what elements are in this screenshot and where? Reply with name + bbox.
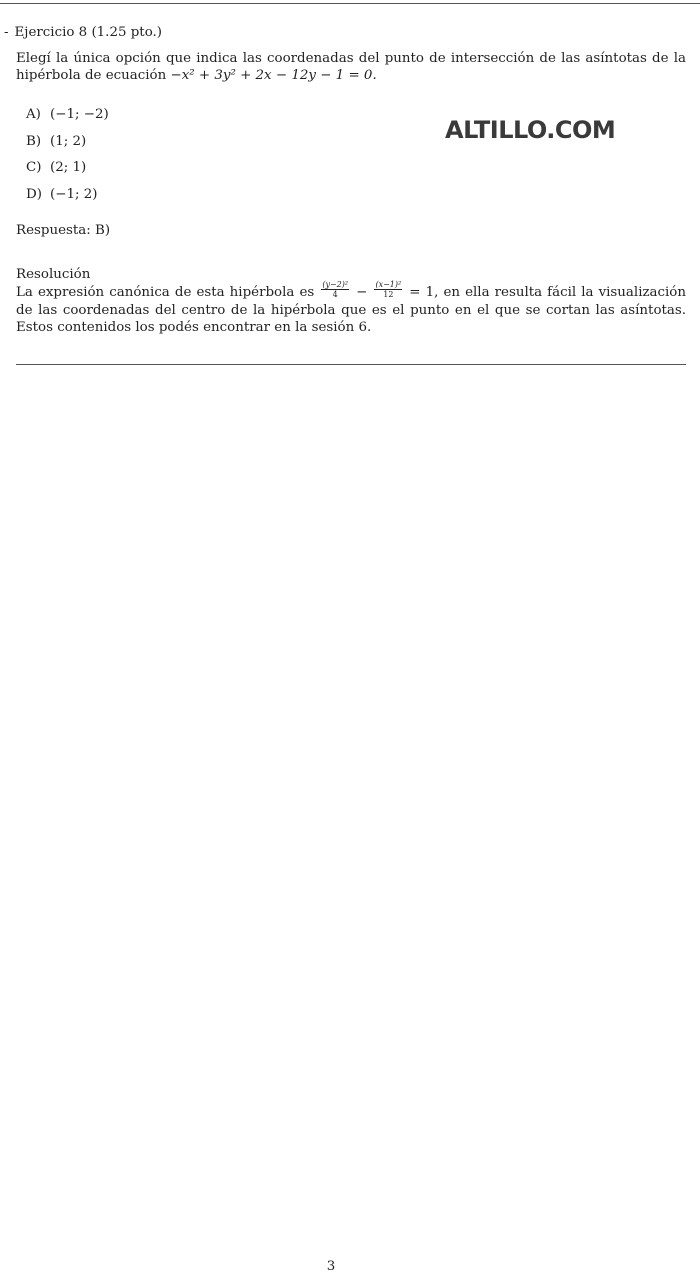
answer-line: Respuesta: B) — [16, 223, 111, 238]
page-number: 3 — [326, 1259, 336, 1274]
equals-one: = 1 — [404, 285, 435, 300]
option-c — [26, 159, 109, 186]
question-text: Elegí la única opción que indica las coordenadas del punto de intersección de las asíntotas de la hipérbola de ecuación — [16, 51, 686, 83]
resolution-text-before: La expresión canónica de esta hipérbola es — [16, 285, 320, 300]
option-d — [26, 186, 109, 213]
exercise-header — [4, 24, 162, 41]
watermark-logo: ALTILLO.COM — [445, 116, 616, 144]
option-a — [26, 106, 109, 133]
answer-options — [26, 106, 109, 212]
option-letter: D) — [26, 186, 42, 202]
exercise-title: Ejercicio 8 (1.25 pto.) — [14, 25, 162, 40]
option-letter: B) — [26, 133, 42, 149]
top-divider — [0, 3, 700, 4]
option-letter: C) — [26, 160, 42, 175]
resolution-title: Resolución — [16, 267, 91, 282]
bottom-divider — [16, 364, 686, 365]
fraction-denominator: 4 — [332, 290, 338, 299]
option-value: (−1; 2) — [50, 186, 98, 202]
resolution-body — [16, 280, 686, 336]
option-value: (1; 2) — [50, 133, 87, 149]
fraction-x — [374, 280, 402, 299]
option-letter: A) — [26, 107, 41, 122]
hyperbola-equation: −x² + 3y² + 2x − 12y − 1 = 0. — [170, 68, 377, 83]
option-value: (−1; −2) — [50, 107, 109, 122]
fraction-numerator: (x−1)² — [375, 280, 402, 289]
minus-sign: − — [351, 285, 373, 300]
fraction-numerator: (y−2)² — [322, 280, 349, 289]
fraction-denominator: 12 — [383, 290, 394, 299]
fraction-y — [321, 280, 349, 299]
question-statement — [16, 50, 686, 84]
option-b — [26, 133, 109, 160]
option-value: (2; 1) — [50, 160, 87, 175]
exercise-dash: - — [4, 25, 9, 40]
resolution-text-after: , en ella resulta fácil la visualización de las coordenadas del centro de la hipérbola que es el punto en el que se cortan las asíntotas. Estos contenidos los podés encontrar en la sesión 6. — [16, 285, 686, 335]
